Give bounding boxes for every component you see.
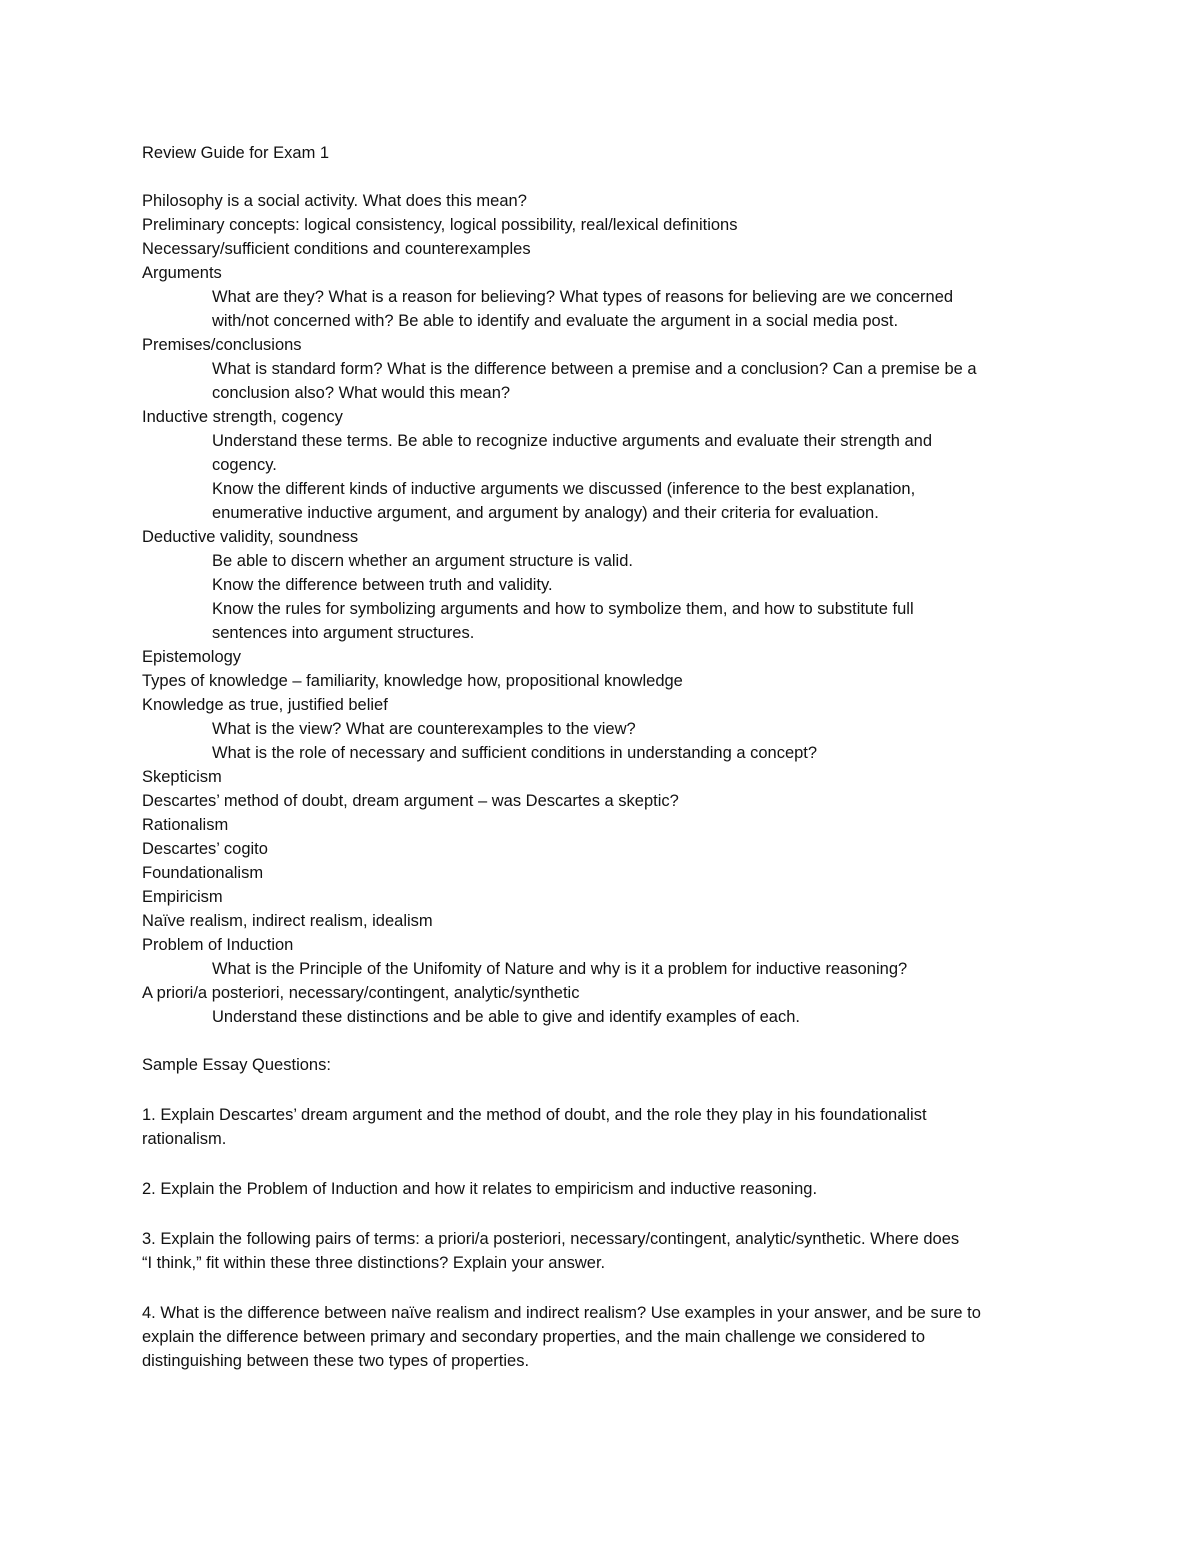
essay-question-line: rationalism. <box>142 1130 227 1148</box>
topic-heading-line: A priori/a posteriori, necessary/contingent, analytic/synthetic <box>142 984 580 1002</box>
essay-question <box>142 1301 1072 1373</box>
topic-detail-line: What is the role of necessary and sufficient conditions in understanding a concept? <box>212 744 818 762</box>
topic-heading-line: Necessary/sufficient conditions and counterexamples <box>142 240 531 258</box>
topic-detail-line: Know the rules for symbolizing arguments and how to symbolize them, and how to substitute full <box>212 600 914 618</box>
topic-heading-line: Foundationalism <box>142 864 264 882</box>
essay-question <box>142 1103 1072 1151</box>
spacer <box>142 165 1072 189</box>
topic-detail-line: What is the Principle of the Unifomity of Nature and why is it a problem for inductive reasoning? <box>212 960 908 978</box>
essay-question-line: 3. Explain the following pairs of terms: a priori/a posteriori, necessary/contingent, analytic/synthetic. Where does <box>142 1230 960 1248</box>
topic-heading-line: Preliminary concepts: logical consistency, logical possibility, real/lexical definitions <box>142 216 738 234</box>
essay-question-line: distinguishing between these two types of properties. <box>142 1352 530 1370</box>
topic-detail-line: cogency. <box>212 456 277 474</box>
spacer <box>142 1077 1072 1103</box>
topic-heading-line: Premises/conclusions <box>142 336 302 354</box>
topic-heading-line: Knowledge as true, justified belief <box>142 696 388 714</box>
topic-list <box>142 189 1072 1029</box>
essay-question-line: 2. Explain the Problem of Induction and how it relates to empiricism and inductive reasoning. <box>142 1180 818 1198</box>
topic-heading-line: Problem of Induction <box>142 936 294 954</box>
essay-heading: Sample Essay Questions: <box>142 1056 331 1074</box>
topic-heading-line: Skepticism <box>142 768 222 786</box>
topic-detail-line: Understand these distinctions and be able to give and identify examples of each. <box>212 1008 800 1026</box>
essay-question-line: 1. Explain Descartes’ dream argument and the method of doubt, and the role they play in his foundationalist <box>142 1106 927 1124</box>
topic-detail-line: Know the difference between truth and validity. <box>212 576 553 594</box>
essay-question-line: explain the difference between primary and secondary properties, and the main challenge we considered to <box>142 1328 926 1346</box>
essay-question <box>142 1227 1072 1275</box>
topic-heading-line: Rationalism <box>142 816 229 834</box>
topic-detail-line: What is standard form? What is the difference between a premise and a conclusion? Can a premise be a <box>212 360 977 378</box>
topic-heading-line: Arguments <box>142 264 222 282</box>
topic-detail-line: with/not concerned with? Be able to identify and evaluate the argument in a social media post. <box>212 312 899 330</box>
topic-heading-line: Naïve realism, indirect realism, idealism <box>142 912 433 930</box>
essay-question-list <box>142 1103 1072 1373</box>
topic-heading-line: Empiricism <box>142 888 223 906</box>
topic-detail-line: Be able to discern whether an argument structure is valid. <box>212 552 633 570</box>
topic-heading-line: Deductive validity, soundness <box>142 528 359 546</box>
topic-heading-line: Descartes’ method of doubt, dream argument – was Descartes a skeptic? <box>142 792 679 810</box>
spacer <box>142 1151 1072 1177</box>
document-page <box>142 141 1072 1373</box>
topic-heading-line: Types of knowledge – familiarity, knowledge how, propositional knowledge <box>142 672 683 690</box>
topic-detail-line: Understand these terms. Be able to recognize inductive arguments and evaluate their strength and <box>212 432 933 450</box>
spacer <box>142 1201 1072 1227</box>
topic-heading-line: Descartes’ cogito <box>142 840 268 858</box>
topic-detail-line: Know the different kinds of inductive arguments we discussed (inference to the best explanation, <box>212 480 916 498</box>
essay-question-line: 4. What is the difference between naïve realism and indirect realism? Use examples in your answer, and be sure to <box>142 1304 981 1322</box>
essay-question-line: “I think,” fit within these three distinctions? Explain your answer. <box>142 1254 606 1272</box>
document-title: Review Guide for Exam 1 <box>142 144 330 162</box>
topic-detail-line: What are they? What is a reason for believing? What types of reasons for believing are we concerned <box>212 288 954 306</box>
essay-question <box>142 1177 1072 1201</box>
topic-detail-line: enumerative inductive argument, and argument by analogy) and their criteria for evaluation. <box>212 504 879 522</box>
topic-detail-line: sentences into argument structures. <box>212 624 475 642</box>
spacer <box>142 1275 1072 1301</box>
topic-heading-line: Inductive strength, cogency <box>142 408 343 426</box>
topic-detail-line: conclusion also? What would this mean? <box>212 384 511 402</box>
topic-heading-line: Epistemology <box>142 648 242 666</box>
spacer <box>142 1029 1072 1053</box>
topic-heading-line: Philosophy is a social activity. What does this mean? <box>142 192 527 210</box>
topic-detail-line: What is the view? What are counterexamples to the view? <box>212 720 636 738</box>
